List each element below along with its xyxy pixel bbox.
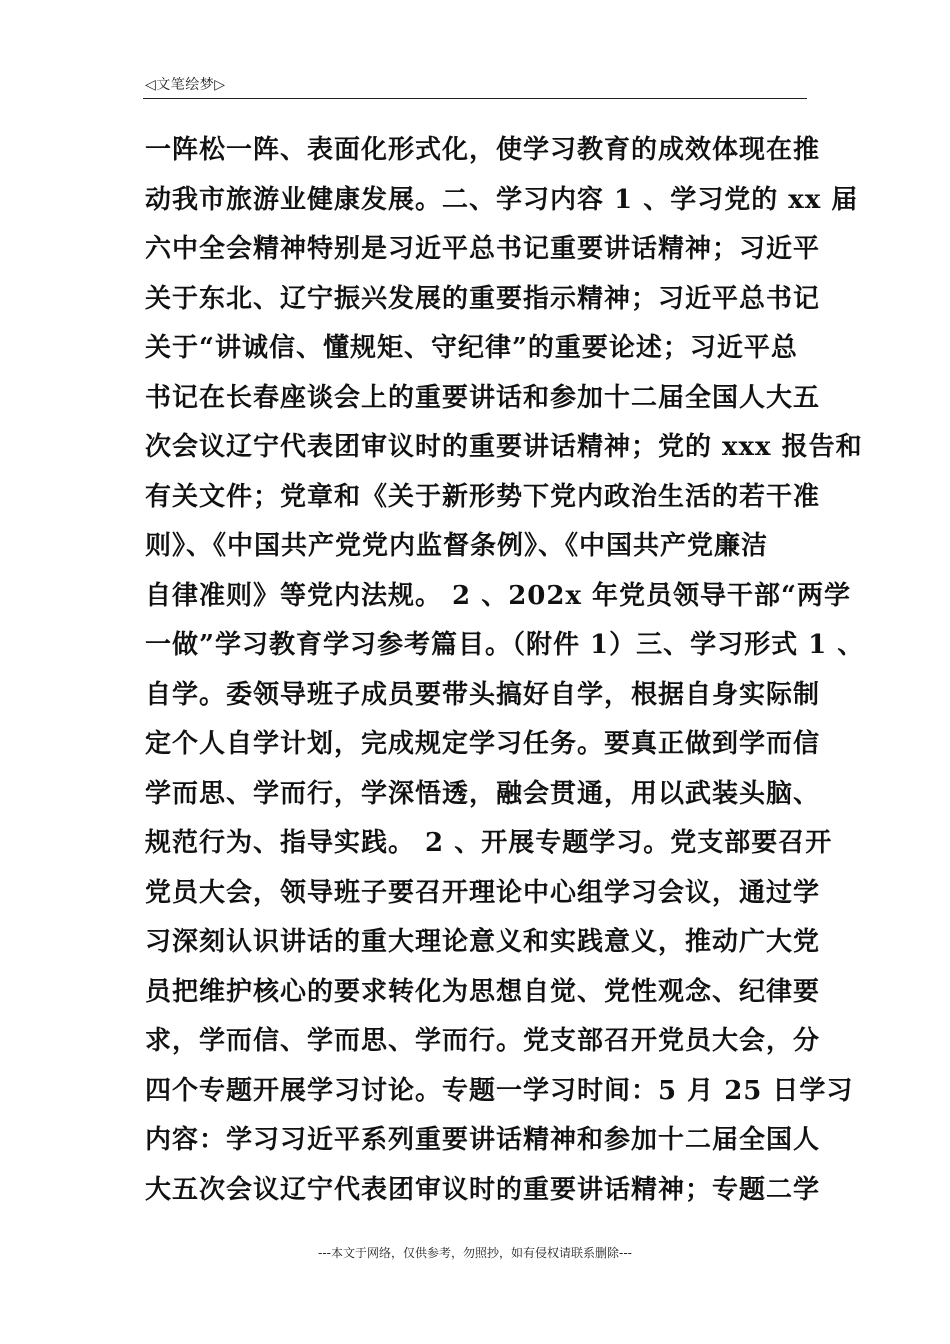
- body-line: 自学。委领导班子成员要带头搞好自学，根据自身实际制: [145, 679, 821, 710]
- body-line: 关于东北、辽宁振兴发展的重要指示精神；习近平总书记: [145, 283, 821, 314]
- document-body: [145, 126, 865, 1215]
- body-line: 六中全会精神特别是习近平总书记重要讲话精神；习近平: [145, 234, 821, 264]
- body-line: 有关文件；党章和《关于新形势下党内政治生活的若干准: [145, 481, 821, 512]
- page-footer: ---本文于网络，仅供参考，勿照抄，如有侵权请联系删除---: [318, 1246, 632, 1260]
- body-line: 规范行为、指导实践。 2 、开展专题学习。党支部要召开: [145, 828, 833, 858]
- body-line: 求，学而信、学而思、学而行。党支部召开党员大会，分: [145, 1026, 821, 1056]
- body-line: 一阵松一阵、表面化形式化，使学习教育的成效体现在推: [145, 135, 821, 165]
- body-line: 一做”学习教育学习参考篇目。（附件 1）三、学习形式 1 、: [145, 630, 865, 660]
- body-line: 自律准则》等党内法规。 2 、202x 年党员领导干部“两学: [145, 580, 851, 611]
- header-title: ◁文笔绘梦▷: [145, 77, 226, 93]
- body-line: 员把维护核心的要求转化为思想自觉、党性观念、纪律要: [145, 976, 821, 1007]
- body-line: 四个专题开展学习讨论。专题一学习时间：5 月 25 日学习: [145, 1075, 854, 1106]
- body-line: 书记在长春座谈会上的重要讲话和参加十二届全国人大五: [145, 382, 821, 413]
- body-line: 关于“讲诚信、懂规矩、守纪律”的重要论述；习近平总: [145, 333, 798, 363]
- body-line: 动我市旅游业健康发展。二、学习内容 1 、学习党的 xx 届: [145, 184, 859, 215]
- body-line: 党员大会，领导班子要召开理论中心组学习会议，通过学: [145, 877, 821, 908]
- body-line: 则》、《中国共产党党内监督条例》、《中国共产党廉洁: [145, 531, 769, 561]
- body-line: 定个人自学计划，完成规定学习任务。要真正做到学而信: [145, 729, 821, 759]
- body-line: 学而思、学而行，学深悟透，融会贯通，用以武装头脑、: [145, 778, 821, 809]
- body-line: 内容：学习习近平系列重要讲话精神和参加十二届全国人: [145, 1125, 821, 1155]
- page-header: [143, 70, 807, 99]
- body-line: 次会议辽宁代表团审议时的重要讲话精神；党的 xxx 报告和: [145, 432, 863, 462]
- body-line: 习深刻认识讲话的重大理论意义和实践意义，推动广大党: [145, 927, 821, 957]
- body-line: 大五次会议辽宁代表团审议时的重要讲话精神；专题二学: [145, 1174, 821, 1205]
